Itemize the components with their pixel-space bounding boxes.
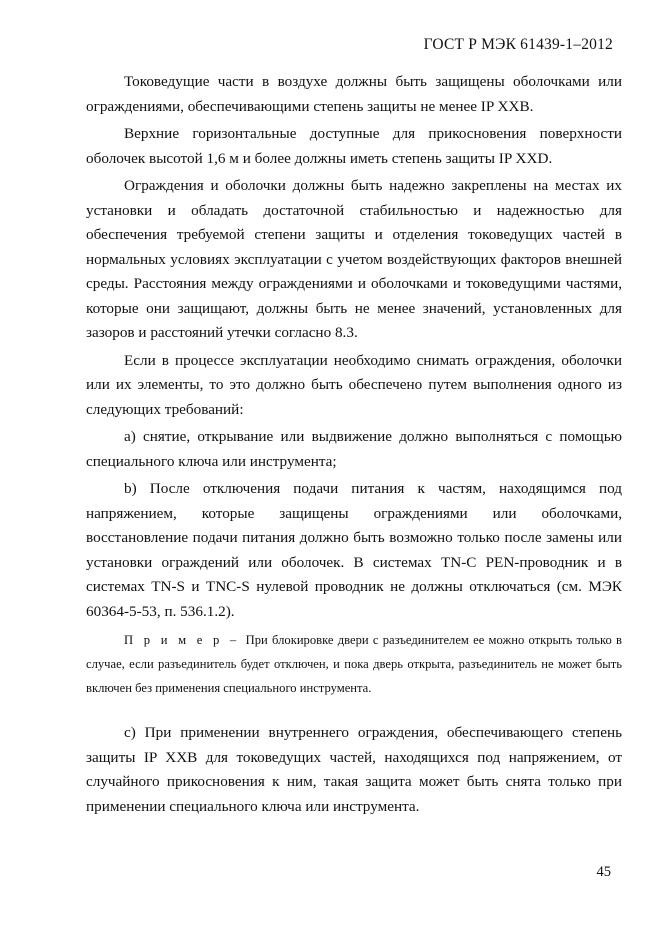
requirement-b: b) После отключения подачи питания к частям, находящимся под напряжением, которые защищены ограждениями или оболочками, восстановление подачи питания должно быть возможно только после замены или установки ограждений или оболочек. В системах TN-C PEN-проводник и в системах TN-S и TNC-S нулевой проводник не должны отключаться (см. МЭК 60364-5-53, п. 536.1.2). — [86, 480, 622, 620]
requirement-c: с) При применении внутреннего ограждения, обеспечивающего степень защиты IP XXB для токоведущих частей, находящихся под напряжением, от случайного прикосновения к ним, такая защита может быть снята только при применении специального ключа или инструмента. — [86, 724, 622, 815]
body-text — [86, 70, 622, 822]
example-note — [86, 628, 622, 700]
standard-header: ГОСТ Р МЭК 61439-1–2012 — [423, 36, 613, 53]
paragraph-barriers-fixing: Ограждения и оболочки должны быть надежно закреплены на местах их установки и обладать достаточной стабильностью и надежностью для обеспечения требуемой степени защиты и отделения токоведущих частей в нормальных условиях эксплуатации с учетом воздействующих факторов внешней среды. Расстояния между ограждениями и оболочками и токоведущими частями, которые они защищают, должны быть не менее значений, установленных для зазоров и расстояний утечки согласно 8.3. — [86, 177, 622, 341]
paragraph-removal-requirements: Если в процессе эксплуатации необходимо снимать ограждения, оболочки или их элементы, то это должно быть обеспечено путем выполнения одного из следующих требований: — [86, 351, 622, 418]
paragraph-live-parts-protection: Токоведущие части в воздухе должны быть защищены оболочками или ограждениями, обеспечивающими степень защиты не менее IP XXB. — [86, 73, 622, 115]
paragraph-top-surfaces: Верхние горизонтальные доступные для прикосновения поверхности оболочек высотой 1,6 м и более должны иметь степень защиты IP XXD. — [86, 125, 622, 167]
example-note-label: П р и м е р – — [124, 633, 240, 647]
requirement-a: а) снятие, открывание или выдвижение должно выполняться с помощью специального ключа или инструмента; — [86, 428, 622, 470]
page-number: 45 — [596, 864, 611, 880]
example-note-text: При блокировке двери с разъединителем ее можно открыть только в случае, если разъединитель будет отключен, и пока дверь открыта, разъединитель не может быть включен без применения специального инструмента. — [86, 633, 622, 695]
